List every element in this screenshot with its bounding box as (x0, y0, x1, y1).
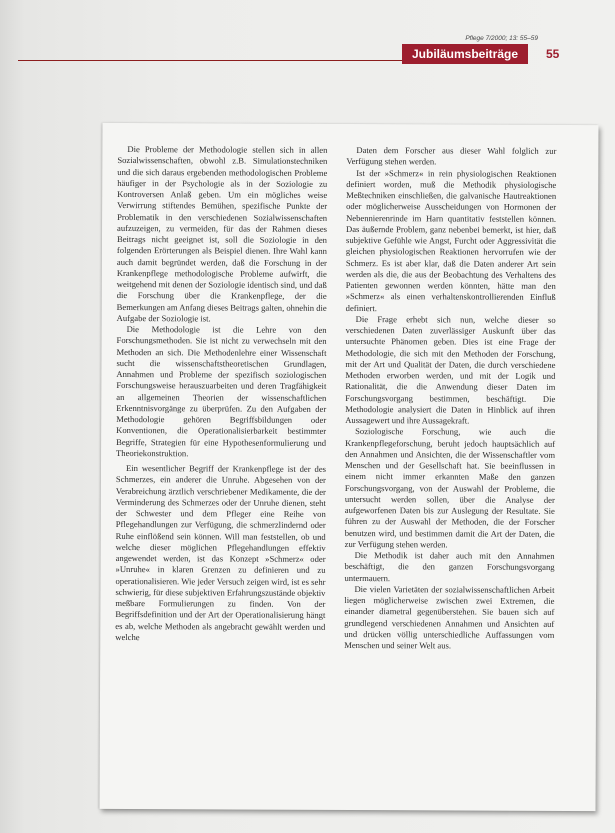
paragraph: Die Methodik ist daher auch mit den Annahmen beschäftigt, die den ganzen Forschungsvorgang untermauern. (344, 550, 555, 583)
paragraph: Die vielen Varietäten der sozialwissenschaftlichen Arbeit liegen möglicherweise zwischen zwei Extremen, die einander diametral gegenüberstehen. Sie bauen sich auf grundlegend verschiedenen Annahmen und Ansichten auf und drücken völlig unterschiedliche Auffassungen vom Menschen und seiner Welt aus. (344, 583, 555, 651)
journal-reference: Pflege 7/2000; 13: 55–59 (465, 35, 538, 42)
paragraph: Ein wesentlicher Begriff der Krankenpflege ist der des Schmerzes, ein anderer die Unruhe. Abgesehen von der Verabreichung ärztlich verschriebener Medikamente, die der Verminderung des Schmerzes oder der Unruhe dienen, steht der Schwester und dem Pfleger eine Reihe von Pflegehandlungen zur Verfügung, die schmerzlindernd oder Ruhe einflößend sein können. Will man feststellen, ob und welche dieser möglichen Pflegehandlungen effektiv angewendet werden, ist das Konzept »Schmerz« oder »Unruhe« in klaren Grenzen zu definieren und zu operationalisieren. Wie jeder Versuch zeigen wird, ist es sehr schwierig, für diese subjektiven Erfahrungszustände objektiv meßbare Formulierungen zu finden. Von der Begriffsdefinition und der Art der Operationalisierung hängt es ab, welche Methoden als angebracht gewählt werden und welche (115, 463, 327, 642)
left-text-column (115, 144, 327, 644)
page-number: 55 (546, 47, 560, 61)
paragraph: Die Frage erhebt sich nun, welche dieser so verschiedenen Daten zuverlässiger Auskunft über das untersuchte Phänomen geben. Dies ist eine Frage der Methodologie, die sich mit den Methoden der Forschung, mit der Art und Qualität der Daten, die durch verschiedene Methoden erworben werden, und mit der Logik und Rationalität, die die Anwendung dieser Daten im Forschungsvorgang bestimmen, beschäftigt. Die Methodologie analysiert die Daten in Hinblick auf ihren Aussagewert und ihre Aussagekraft. (345, 313, 556, 426)
paragraph: Die Probleme der Methodologie stellen sich in allen Sozialwissenschaften, obwohl z.B. Simulationstechniken und die sich daraus ergebenden methodologischen Probleme häufiger in der Psychologie als in der Soziologie zu Kontroversen Anlaß geben. Um ein mögliches weise Verwirrung stiftendes Bemühen, spezifische Punkte der Problematik in den verschiedenen Sozialwissenschaften aufzuzeigen, zu vermeiden, für das der Rahmen dieses Beitrags nicht geeignet ist, soll die Soziologie in den folgenden Erörterungen als Beispiel dienen. Ihre Wahl kann auch damit begründet werden, daß die Forschung in der Krankenpflege methodologische Probleme aufwirft, die weitgehend mit denen der Soziologie identisch sind, und daß die Forschung über die Krankenpflege, der die Bemerkungen am Anfang dieses Beitrags galten, ohnehin die Aufgabe der Soziologie ist. (116, 144, 328, 324)
right-text-column (344, 145, 556, 652)
paragraph: Daten dem Forscher aus dieser Wahl folglich zur Verfügung stehen werden. (346, 145, 557, 167)
paragraph: Soziologische Forschung, wie auch die Krankenpflegeforschung, beruht jedoch hauptsächlich auf den Annahmen und Ansichten, die der Wissenschaftler vom Menschen und der Gesellschaft hat. Sie beeinflussen in einem nicht immer erkannten Maße den ganzen Forschungsvorgang, von der Auswahl der Probleme, die untersucht werden sollen, über die Analyse der aufgeworfenen Daten bis zur Auslegung der Resultate. Sie führen zu der Auswahl der Methoden, die der Forscher benutzen wird, und bestimmen damit die Art der Daten, die zur Verfügung stehen werden. (344, 426, 556, 550)
paragraph: Die Methodologie ist die Lehre von den Forschungsmethoden. Sie ist nicht zu verwechseln mit den Methoden an sich. Die Methodenlehre einer Wissenschaft sucht die wissenschaftstheoretischen Grundlagen, Annahmen und Probleme der spezifisch soziologischen Forschungsweise herauszuarbeiten und deren Tragfähigkeit an allgemeinen Theorien der wissenschaftlichen Erkenntnisvorgänge zu überprüfen. Zu den Aufgaben der Methodologie gehören Begriffsbildungen oder Konventionen, die Operationalisierbarkeit bestimmter Begriffe, Strategien für eine Hypothesenformulierung und Theoriekonstruktion. (116, 324, 327, 459)
paragraph: Ist der »Schmerz« in rein physiologischen Reaktionen definiert worden, muß die Methodik physiologische Meßtechniken einschließen, die galvanische Hautreaktionen oder möglicherweise Ausscheidungen von Hormonen der Nebennierenrinde im Harn quantitativ feststellen können. Das äußernde Problem, ganz nebenbei bemerkt, ist hier, daß subjektive Gefühle wie Angst, Furcht oder Aggressivität die gleichen physiologischen Reaktionen hervorrufen wie der Schmerz. Es ist aber klar, daß die Daten anderer Art sein werden als die, die aus der Beobachtung des Verhaltens des Patienten gewonnen werden könnten, hätte man den »Schmerz« als einen verhaltenskontrollierenden Einfluß definiert. (345, 167, 557, 313)
printed-sheet (100, 123, 599, 811)
section-badge: Jubiläumsbeiträge (402, 44, 528, 64)
